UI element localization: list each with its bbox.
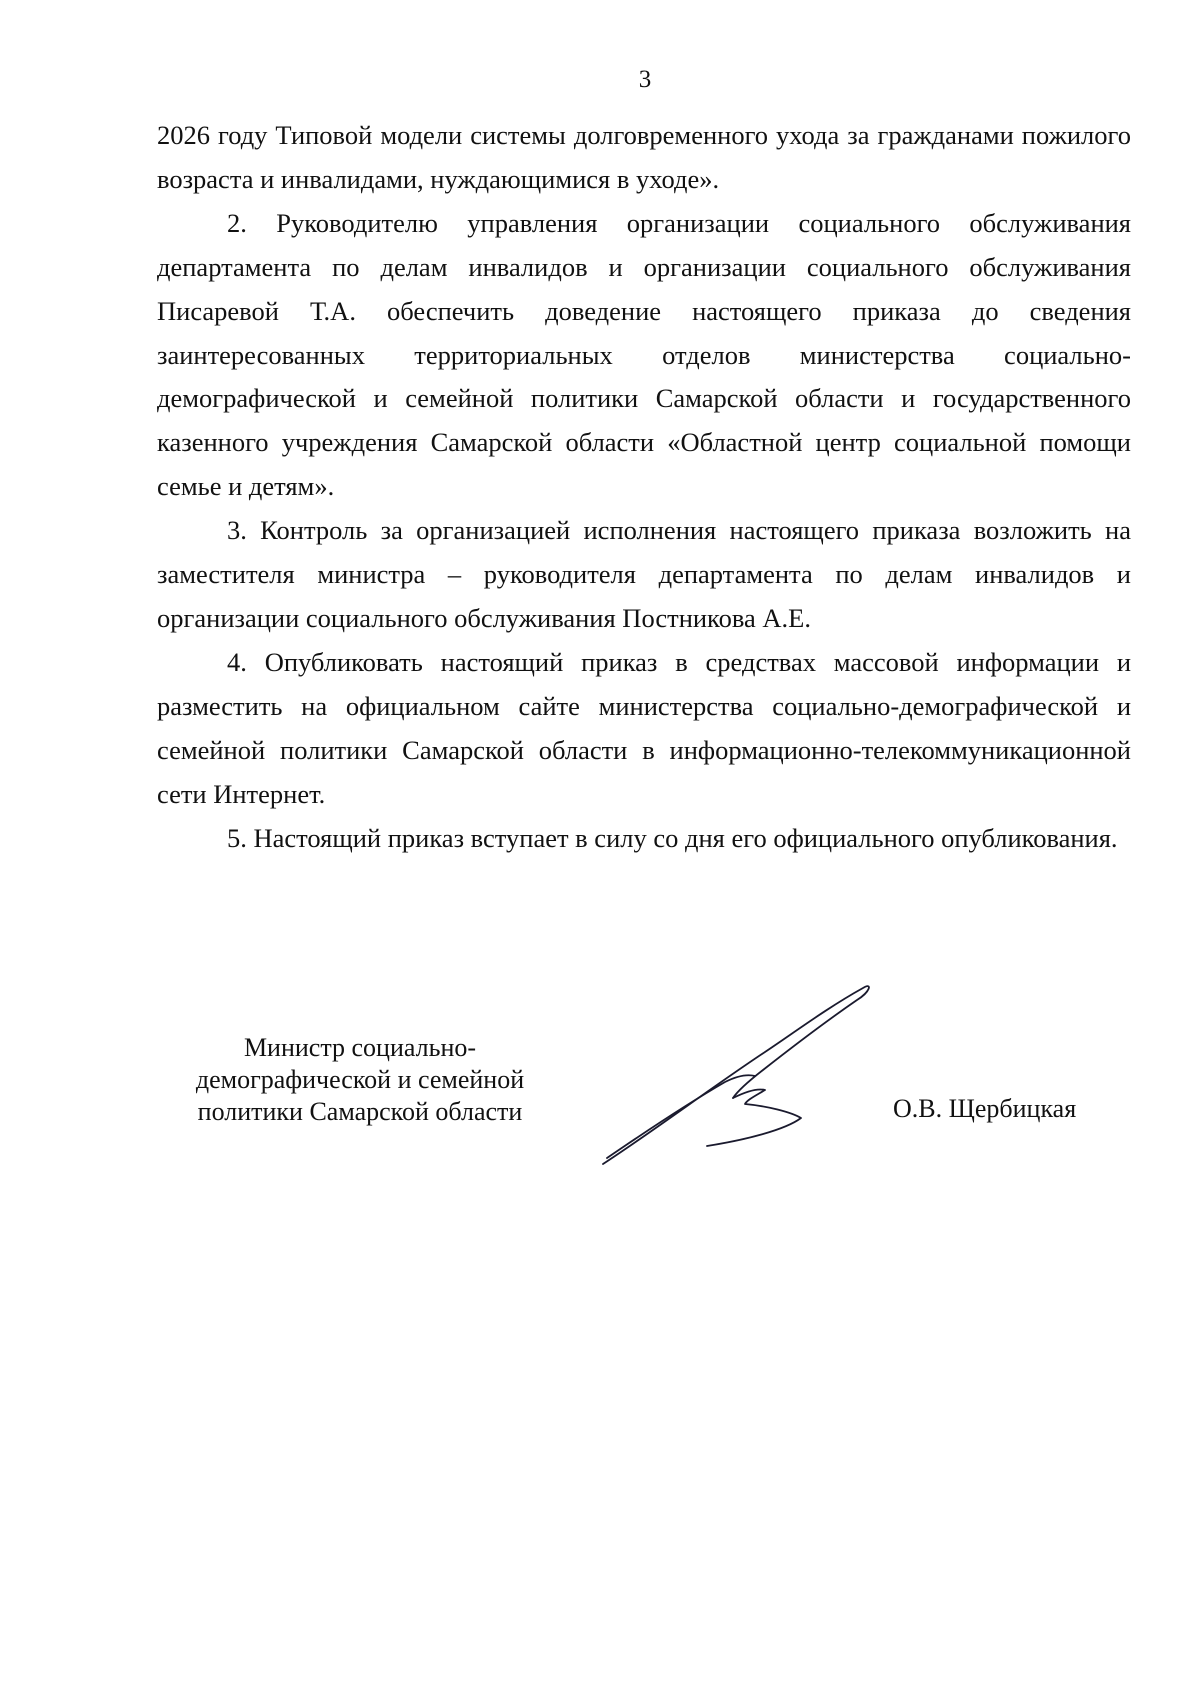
position-line: демографической и семейной [195,1065,525,1094]
signature-stroke [603,986,869,1164]
paragraph-item-3: 3. Контроль за организацией исполнения настоящего приказа возложить на заместителя министра – руководителя департамента по делам инвалидов и организации социального обслуживания Постникова А.Е. [157,515,1131,633]
paragraph-continuation: 2026 году Типовой модели системы долговременного ухода за гражданами пожилого возраста и инвалидами, нуждающимися в уходе». [157,120,1131,194]
paragraph-item-5: 5. Настоящий приказ вступает в силу со дня его официального опубликования. [227,822,1118,853]
position-line: Министр социально- [243,1033,477,1062]
paragraph-item-2: 2. Руководителю управления организации социального обслуживания департамента по делам инвалидов и организации социального обслуживания Писаревой Т.А. обеспечить доведение настоящего приказа до сведения заинтересованных территориальных отделов министерства социально-демографической и семейной политики Самарской области и государственного казенного учреждения Самарской области «Областной центр социальной помощи семье и детям». [157,207,1131,502]
signatory-name: О.В. Щербицкая [893,1094,1077,1123]
paragraph-item-4: 4. Опубликовать настоящий приказ в средствах массовой информации и разместить на официальном сайте министерства социально-демографической и семейной политики Самарской области в информационно-телекоммуникационной сети Интернет. [157,646,1131,809]
signature-stroke [707,1089,801,1146]
signatory-position [165,1032,555,1128]
position-line: политики Самарской области [197,1097,523,1126]
handwritten-signature [595,980,875,1180]
page-number: 3 [638,66,652,93]
document-body [157,114,1131,860]
